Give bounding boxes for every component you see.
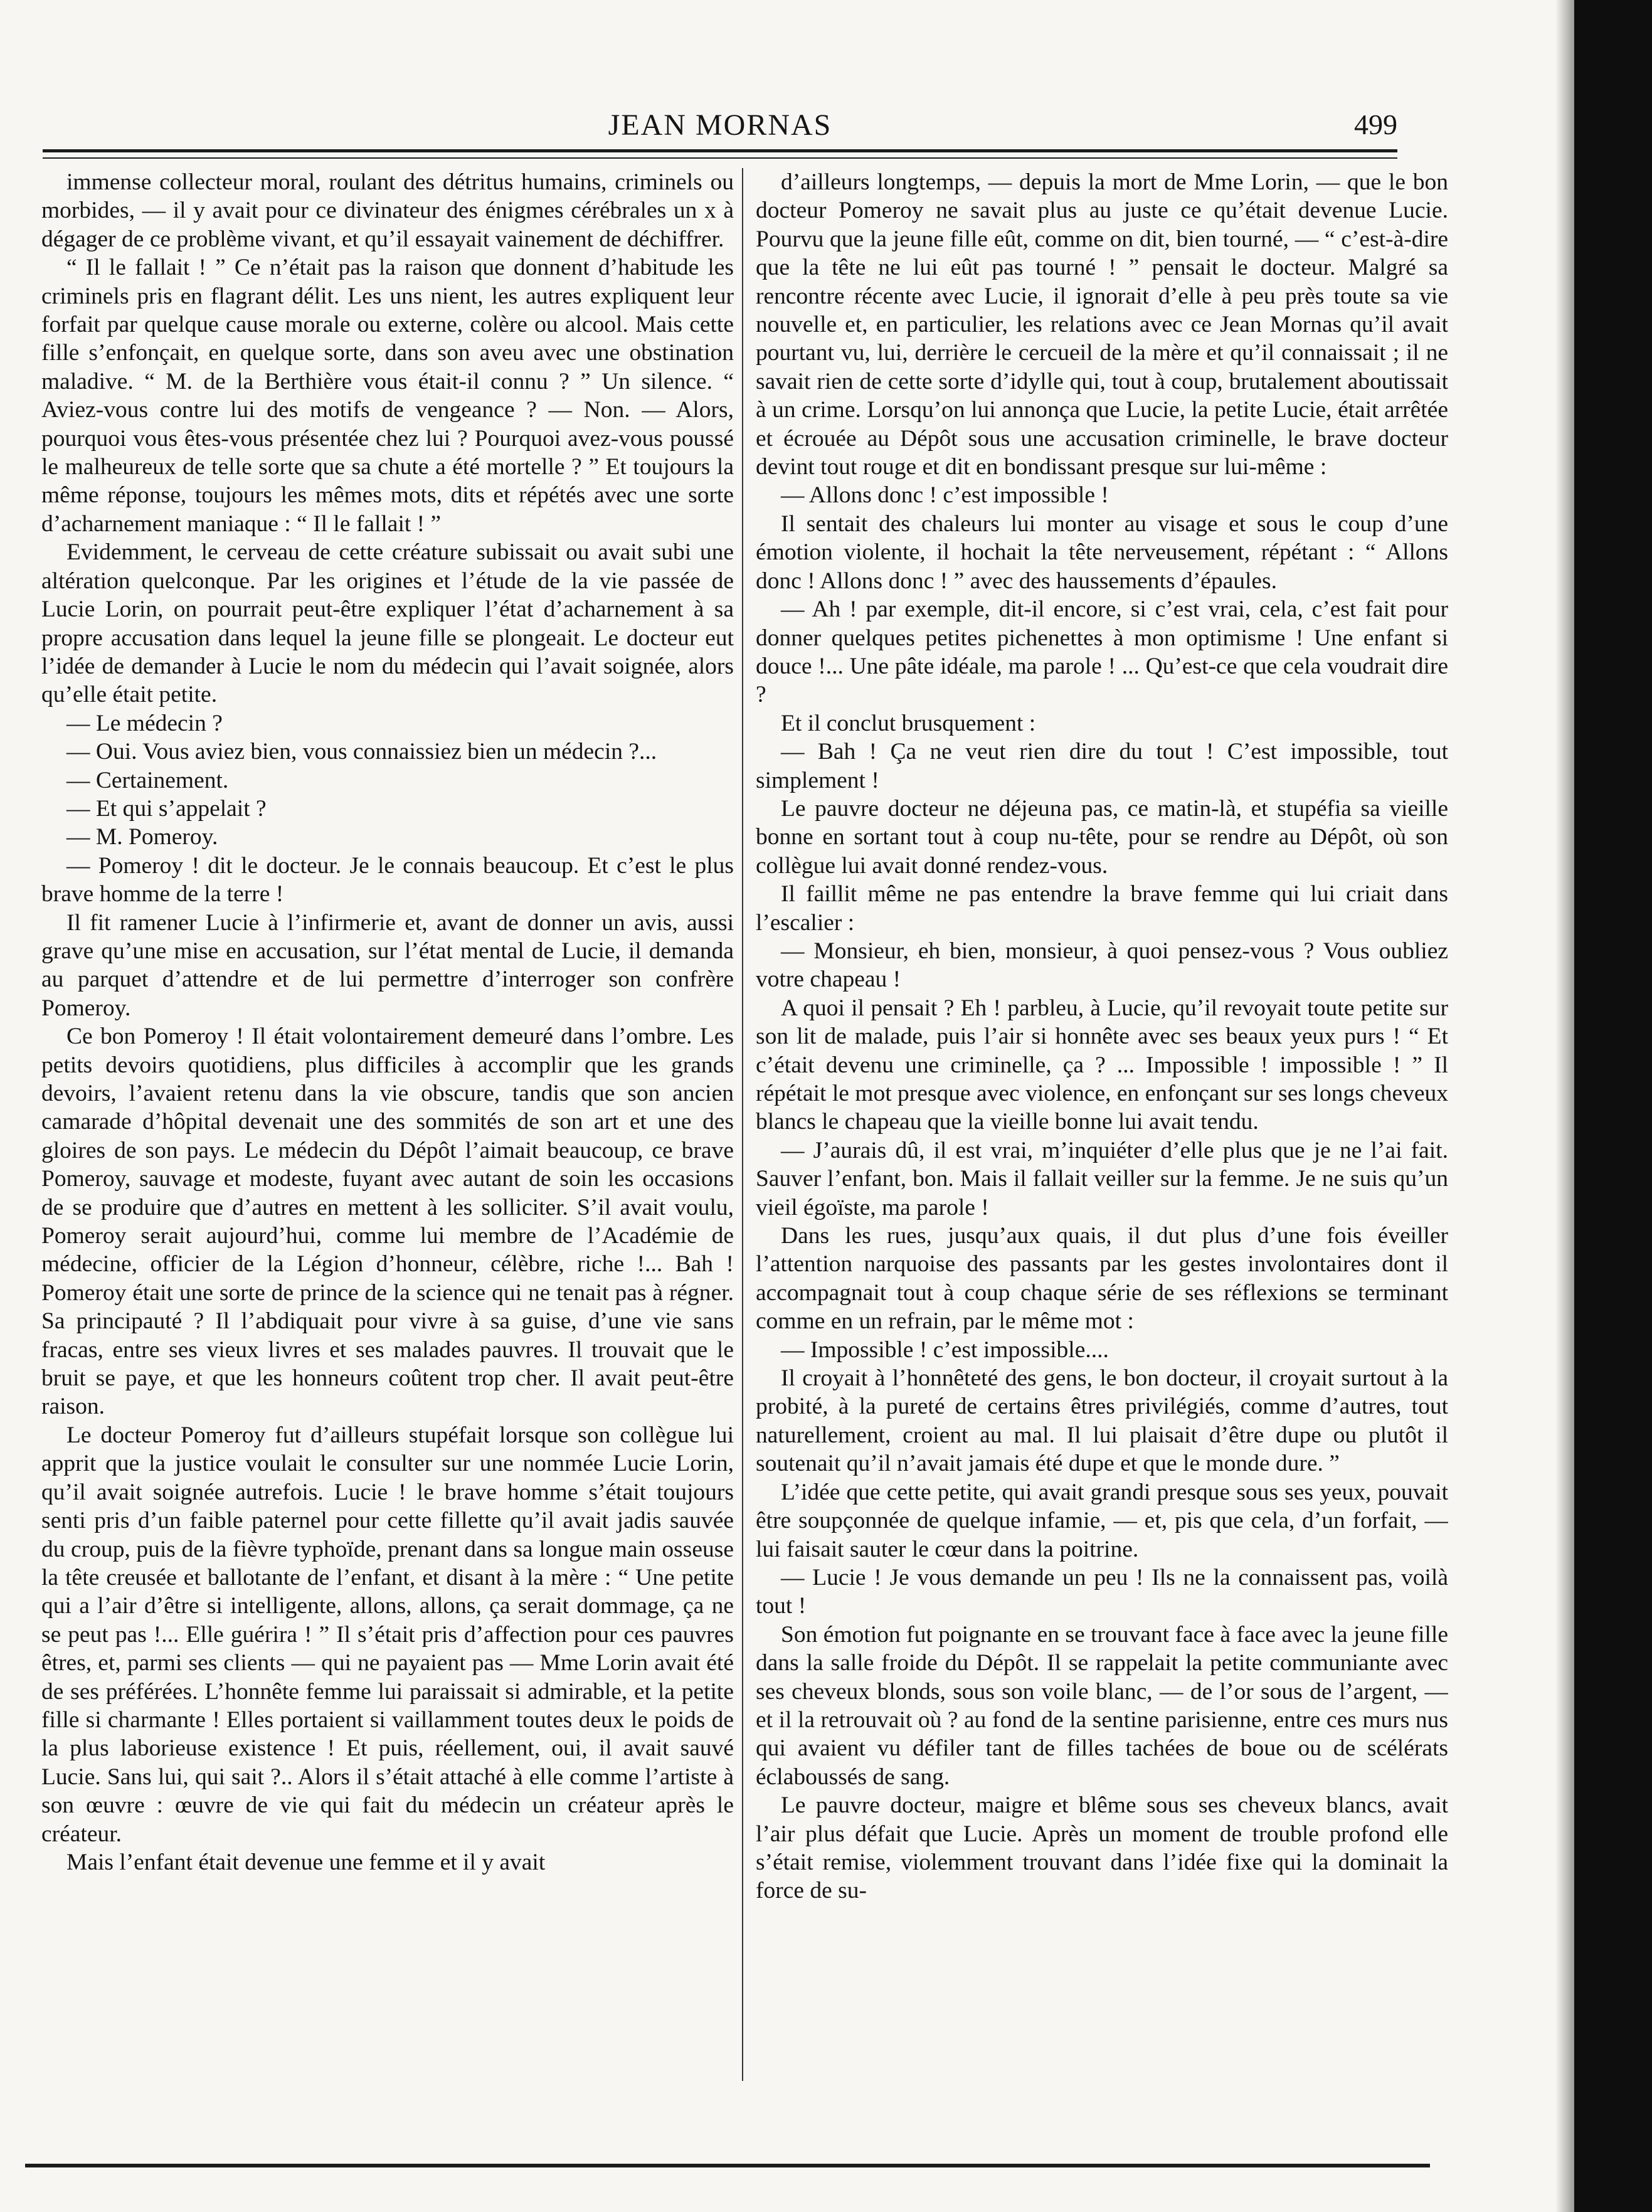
- paragraph: Et il conclut brusquement :: [781, 710, 1036, 736]
- column-divider: [742, 168, 743, 2081]
- footer-rule: [25, 2164, 1430, 2167]
- paragraph: — Pomeroy ! dit le docteur. Je le connais beaucoup. Et c’est le plus brave homme de la terre !: [41, 852, 734, 908]
- paragraph: Il faillit même ne pas entendre la brave femme qui lui criait dans l’escalier :: [756, 881, 1448, 936]
- paragraph: — Certainement.: [66, 767, 229, 793]
- paragraph: Dans les rues, jusqu’aux quais, il dut plus d’une fois éveiller l’attention narquoise des passants par les gestes involontaires dont il accompagnait tout à coup chaque série de ses réflexions se terminant comme en un refrain, par le même mot :: [756, 1223, 1448, 1335]
- paragraph: Mais l’enfant était devenue une femme et il y avait: [66, 1849, 546, 1875]
- paragraph: Il fit ramener Lucie à l’infirmerie et, avant de donner un avis, aussi grave qu’une mise en accusation, sur l’état mental de Lucie, il demanda au parquet d’attendre et de lui permettre d’interroger son confrère Pomeroy.: [41, 909, 734, 1021]
- right-column: [756, 168, 1448, 2075]
- paragraph: — M. Pomeroy.: [66, 824, 218, 850]
- binding-shadow: [1555, 0, 1574, 2212]
- paragraph: Le docteur Pomeroy fut d’ailleurs stupéfait lorsque son collègue lui apprit que la justice voulait le consulter sur une nommée Lucie Lorin, qu’il avait soignée autrefois. Lucie ! le brave homme s’était toujours senti pris d’un faible paternel pour cette fillette qu’il avait jadis sauvée du croup, puis de la fièvre typhoïde, prenant dans sa longue main osseuse la tête creusée et ballotante de l’enfant, et disant à la mère : “ Une petite qui a l’air d’être si intelligente, allons, allons, ça serait dommage, ça ne se peut pas !... Elle guérira ! ” Il s’était pris d’affection pour ces pauvres êtres, et, parmi ses clients — qui ne payaient pas — Mme Lorin avait été de ses préférées. L’honnête femme lui paraissait si admirable, et la petite fille si charmante ! Elles portaient si vaillamment toutes deux le poids de la plus laborieuse existence ! Et puis, réellement, oui, il avait sauvé Lucie. Sans lui, qui sait ?.. Alors il s’était attaché à elle comme l’artiste à son œuvre : œuvre de vie qui fait du médecin un créateur après le créateur.: [41, 1422, 734, 1847]
- page-edge-strip: [1574, 0, 1652, 2212]
- paragraph: — J’aurais dû, il est vrai, m’inquiéter d’elle plus que je ne l’ai fait. Sauver l’enfant, bon. Mais il fallait veiller sur la femme. Je ne suis qu’un vieil égoïste, ma parole !: [756, 1137, 1448, 1220]
- paragraph: Evidemment, le cerveau de cette créature subissait ou avait subi une altération quelconque. Par les origines et l’étude de la vie passée de Lucie Lorin, on pourrait peut-être expliquer l’état d’acharnement à sa propre accusation dans lequel la jeune fille se plongeait. Le docteur eut l’idée de demander à Lucie le nom du médecin qui l’avait soignée, alors qu’elle était petite.: [41, 539, 734, 708]
- page-number: 499: [1354, 108, 1397, 140]
- paragraph: — Lucie ! Je vous demande un peu ! Ils ne la connaissent pas, voilà tout !: [756, 1564, 1448, 1619]
- header-rule: [43, 149, 1397, 159]
- paragraph: Il sentait des chaleurs lui monter au visage et sous le coup d’une émotion violente, il hochait la tête nerveusement, répétant : “ Allons donc ! Allons donc ! ” avec des haussements d’épaules.: [756, 511, 1448, 594]
- paragraph: — Monsieur, eh bien, monsieur, à quoi pensez-vous ? Vous oubliez votre chapeau !: [756, 938, 1448, 993]
- paragraph: A quoi il pensait ? Eh ! parbleu, à Lucie, qu’il revoyait toute petite sur son lit de malade, puis l’air si honnête avec ses beaux yeux purs ! “ Et c’était devenu une criminelle, ça ? ... Impossible ! impossible ! ” Il répétait le mot presque avec violence, en enfonçant sur ses longs cheveux blancs le chapeau que la vieille bonne lui avait tendu.: [756, 995, 1448, 1135]
- paragraph: “ Il le fallait ! ” Ce n’était pas la raison que donnent d’habitude les criminels pris en flagrant délit. Les uns nient, les autres expliquent leur forfait par quelque cause morale ou externe, colère ou alcool. Mais cette fille s’enfonçait, en quelque sorte, dans son aveu avec une obstination maladive. “ M. de la Berthière vous était-il connu ? ” Un silence. “ Aviez-vous contre lui des motifs de vengeance ? — Non. — Alors, pourquoi vous êtes-vous présentée chez lui ? Pourquoi avez-vous poussé le malheureux de telle sorte que sa chute a été mortelle ? ” Et toujours la même réponse, toujours les mêmes mots, dits et répétés avec une sorte d’acharnement maniaque : “ Il le fallait ! ”: [41, 255, 734, 537]
- paragraph: — Ah ! par exemple, dit-il encore, si c’est vrai, cela, c’est fait pour donner quelques petites pichenettes à mon optimisme ! Une enfant si douce !... Une pâte idéale, ma parole ! ... Qu’est-ce que cela voudrait dire ?: [756, 596, 1448, 708]
- paragraph: — Impossible ! c’est impossible....: [781, 1336, 1109, 1363]
- paragraph: — Et qui s’appelait ?: [66, 795, 267, 822]
- paragraph: Il croyait à l’honnêteté des gens, le bon docteur, il croyait surtout à la probité, à la pureté de certains êtres privilégiés, comme d’autres, tout naturellement, croient au mal. Il lui plaisait d’être dupe ou plutôt il soutenait qu’il n’avait jamais été dupe et que le monde dure. ”: [756, 1365, 1448, 1477]
- paragraph: immense collecteur moral, roulant des détritus humains, criminels ou morbides, — il y avait pour ce divinateur des énigmes cérébrales un x à dégager de ce problème vivant, et qu’il essayait vainement de déchiffrer.: [41, 169, 734, 252]
- paragraph: Le pauvre docteur ne déjeuna pas, ce matin-là, et stupéfia sa vieille bonne en sortant tout à coup nu-tête, pour se rendre au Dépôt, où son collègue lui avait donné rendez-vous.: [756, 795, 1448, 879]
- paragraph: Le pauvre docteur, maigre et blême sous ses cheveux blancs, avait l’air plus défait que Lucie. Après un moment de trouble profond elle s’était remise, violemment trouvant dans l’idée fixe qui la dominait la force de su-: [756, 1792, 1448, 1904]
- left-column: [41, 168, 734, 2075]
- paragraph: Ce bon Pomeroy ! Il était volontairement demeuré dans l’ombre. Les petits devoirs quotidiens, plus difficiles à accomplir que les grands devoirs, l’avaient retenu dans la vie obscure, tandis que son ancien camarade d’hôpital devenait une des sommités de son art et une des gloires de son pays. Le médecin du Dépôt l’aimait beaucoup, ce brave Pomeroy, sauvage et modeste, fuyant avec autant de soin les occasions de se produire que d’autres en mettent à les solliciter. S’il avait voulu, Pomeroy serait aujourd’hui, comme lui membre de l’Académie de médecine, officier de la Légion d’honneur, célèbre, riche !... Bah ! Pomeroy était une sorte de prince de la science qui ne tenait pas à régner. Sa principauté ? Il l’abdiquait pour vivre à sa guise, d’une vie sans fracas, entre ses vieux livres et ses malades pauvres. Il trouvait que le bruit se paye, et que les honneurs coûtent trop cher. Il avait peut-être raison.: [41, 1024, 734, 1420]
- running-title: JEAN MORNAS: [608, 108, 832, 142]
- paragraph: — Oui. Vous aviez bien, vous connaissiez bien un médecin ?...: [66, 739, 657, 765]
- page-header: [43, 100, 1397, 144]
- paragraph: — Le médecin ?: [66, 710, 223, 736]
- paragraph: d’ailleurs longtemps, — depuis la mort de Mme Lorin, — que le bon docteur Pomeroy ne savait plus au juste ce qu’était devenue Lucie. Pourvu que la jeune fille eût, comme on dit, bien tourné, — “ c’est-à-dire que la tête ne lui eût pas tourné ! ” pensait le docteur. Malgré sa rencontre récente avec Lucie, il ignorait d’elle à peu près toute sa vie nouvelle et, en particulier, les relations avec ce Jean Mornas qu’il avait pourtant vu, lui, derrière le cercueil de la mère et qu’il connaissait ; il ne savait rien de cette sorte d’idylle qui, tout à coup, brutalement aboutissait à un crime. Lorsqu’on lui annonça que Lucie, la petite Lucie, était arrêtée et écrouée au Dépôt sous une accusation criminelle, le brave docteur devint tout rouge et dit en bondissant presque sur lui-même :: [756, 169, 1448, 480]
- paragraph: L’idée que cette petite, qui avait grandi presque sous ses yeux, pouvait être soupçonnée de quelque infamie, — et, pis que cela, d’un forfait, — lui faisait sauter le cœur dans la poitrine.: [756, 1479, 1448, 1562]
- paragraph: — Bah ! Ça ne veut rien dire du tout ! C’est impossible, tout simplement !: [756, 739, 1448, 793]
- paragraph: — Allons donc ! c’est impossible !: [781, 482, 1109, 509]
- paragraph: Son émotion fut poignante en se trouvant face à face avec la jeune fille dans la salle froide du Dépôt. Il se rappelait la petite communiante avec ses cheveux blonds, sous son voile blanc, — de l’or sous de l’argent, — et il la retrouvait où ? au fond de la sentine parisienne, entre ces murs nus qui avaient vu défiler tant de filles tachées de boue ou de scélérats éclaboussés de sang.: [756, 1621, 1448, 1790]
